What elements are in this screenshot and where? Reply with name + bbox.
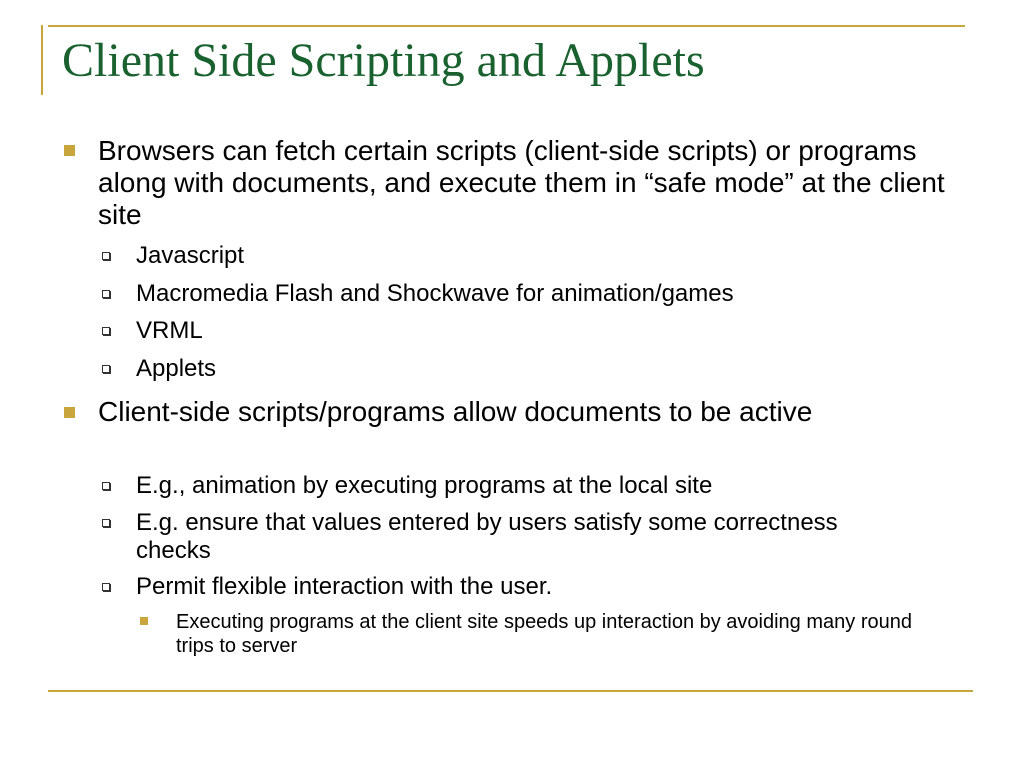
- sub-bullet-javascript: Javascript: [136, 242, 245, 269]
- square-bullet-icon: [64, 145, 75, 156]
- square-bullet-icon: [64, 407, 75, 418]
- small-square-bullet-icon: [140, 617, 148, 625]
- sub-bullet-applets: Applets: [136, 355, 217, 382]
- sub-bullet-correctness-checks: E.g. ensure that values entered by users satisfy some correctness checks: [136, 509, 838, 564]
- hollow-square-bullet-icon: [102, 365, 110, 373]
- hollow-square-bullet-icon: [102, 252, 110, 260]
- hollow-square-bullet-icon: [102, 583, 110, 591]
- slide-title: Client Side Scripting and Applets: [62, 34, 705, 87]
- hollow-square-bullet-icon: [102, 327, 110, 335]
- sub-bullet-flexible-interaction: Permit flexible interaction with the user.: [136, 573, 553, 600]
- sub-bullet-vrml: VRML: [136, 317, 203, 344]
- hollow-square-bullet-icon: [102, 290, 110, 298]
- hollow-square-bullet-icon: [102, 519, 110, 527]
- hollow-square-bullet-icon: [102, 482, 110, 490]
- sub-bullet-flash-shockwave: Macromedia Flash and Shockwave for animation/games: [136, 280, 734, 307]
- sub-bullet-animation: E.g., animation by executing programs at the local site: [136, 472, 713, 499]
- sub-sub-bullet-round-trips: Executing programs at the client site speeds up interaction by avoiding many round trips to server: [176, 611, 912, 657]
- top-rule: [48, 25, 965, 27]
- bottom-rule: [48, 690, 973, 692]
- bullet-client-side-active: Client-side scripts/programs allow documents to be active: [98, 396, 813, 427]
- left-rule: [41, 25, 43, 95]
- bullet-browsers-fetch-scripts: Browsers can fetch certain scripts (client-side scripts) or programs along with documents, and execute them in “safe mode” at the client site: [98, 135, 945, 230]
